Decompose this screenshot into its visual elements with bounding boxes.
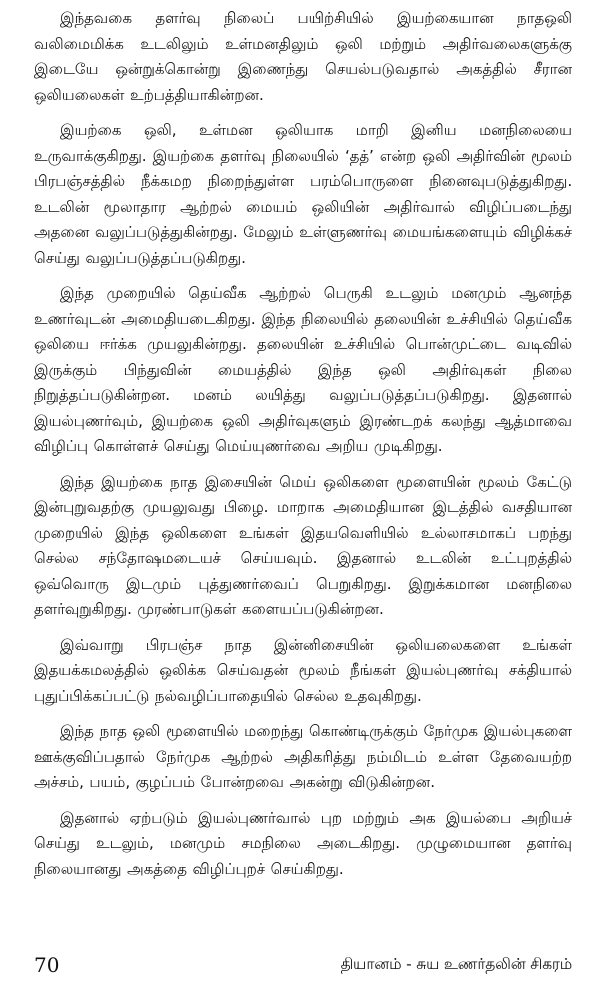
paragraph-2: இயற்கை ஒலி, உள்மன ஒலியாக மாறி இனிய மனநிலையை உருவாக்குகிறது. இயற்கை தளர்வு நிலையில் ‘தத்’ என்ற ஒலி அதிர்வின் மூலம் பிரபஞ்சத்தில் நீக்கமற நிறைந்துள்ள பரம்பொருளை நினைவுபடுத்துகிறது. உடலின் மூலாதார ஆற்றல் மையம் ஒலியின் அதிர்வால் விழிப்படைந்து அதனை வலுப்படுத்துகின்றது. மேலும் உள்ளுணர்வு மையங்களையும் விழிக்கச் செய்து வலுப்படுத்தப்படுகிறது. xyxy=(34,121,572,267)
body-text xyxy=(34,6,572,892)
page-footer xyxy=(34,950,572,980)
paragraph-5: இவ்வாறு பிரபஞ்ச நாத இன்னிசையின் ஒலியலைகளை உங்கள் இதயக்கமலத்தில் ஒலிக்க செய்வதன் மூலம் நீங்கள் இயல்புணர்வு சக்தியால் புதுப்பிக்கப்பட்டு நல்வழிப்பாதையில் செல்ல உதவுகிறது. xyxy=(34,635,572,705)
paragraph-3: இந்த முறையில் தெய்வீக ஆற்றல் பெருகி உடலும் மனமும் ஆனந்த உணர்வுடன் அமைதியடைகிறது. இந்த நிலையில் தலையின் உச்சியில் தெய்வீக ஒலியை ஈர்க்க முயலுகின்றது. தலையின் உச்சியில் பொன்முட்டை வடிவில் இருக்கும் பிந்துவின் மையத்தில் இந்த ஒலி அதிர்வுகள் நிலை நிறுத்தப்படுகின்றன. மனம் லயித்து வலுப்படுத்தப்படுகிறது. இதனால் இயல்புணர்வும், இயற்கை ஒலி அதிர்வுகளும் இரண்டறக் கலந்து ஆத்மாவை விழிப்பு கொள்ளச் செய்து மெய்யுணர்வை அறிய முடிகிறது. xyxy=(34,284,572,455)
paragraph-1: இந்தவகை தளர்வு நிலைப் பயிற்சியில் இயற்கையான நாதஒலி வலிமைமிக்க உடலிலும் உள்மனதிலும் ஒலி மற்றும் அதிர்வலைகளுக்கு இடையே ஒன்றுக்கொன்று இணைந்து செயல்படுவதால் அகத்தில் சீரான ஒலியலைகள் உற்பத்தியாகின்றன. xyxy=(34,9,572,104)
running-title: தியானம் - சுய உணர்தலின் சிகரம் xyxy=(340,955,572,973)
page-number: 70 xyxy=(34,953,60,977)
paragraph-6: இந்த நாத ஒலி மூளையில் மறைந்து கொண்டிருக்கும் நேர்முக இயல்புகளை ஊக்குவிப்பதால் நேர்முக ஆற்றல் அதிகரித்து நம்மிடம் உள்ள தேவையற்ற அச்சம், பயம், குழப்பம் போன்றவை அகன்று விடுகின்றன. xyxy=(34,722,572,791)
paragraph-4: இந்த இயற்கை நாத இசையின் மெய் ஒலிகளை மூளையின் மூலம் கேட்டு இன்புறுவதற்கு முயலுவது பிழை. மாறாக அமைதியான இடத்தில் வசதியான முறையில் இந்த ஒலிகளை உங்கள் இதயவெளியில் உல்லாசமாகப் பறந்து செல்ல சந்தோஷமடையச் செய்யவும். இதனால் உடலின் உட்புறத்தில் ஒவ்வொரு இடமும் புத்துணர்வைப் பெறுகிறது. இறுக்கமான மனநிலை தளர்வுறுகிறது. முரண்பாடுகள் களையப்படுகின்றன. xyxy=(34,472,572,618)
paragraph-7: இதனால் ஏற்படும் இயல்புணர்வால் புற மற்றும் அக இயல்பை அறியச் செய்து உடலும், மனமும் சமநிலை அடைகிறது. முழுமையான தளர்வு நிலையானது அகத்தை விழிப்புறச் செய்கிறது. xyxy=(34,808,572,878)
